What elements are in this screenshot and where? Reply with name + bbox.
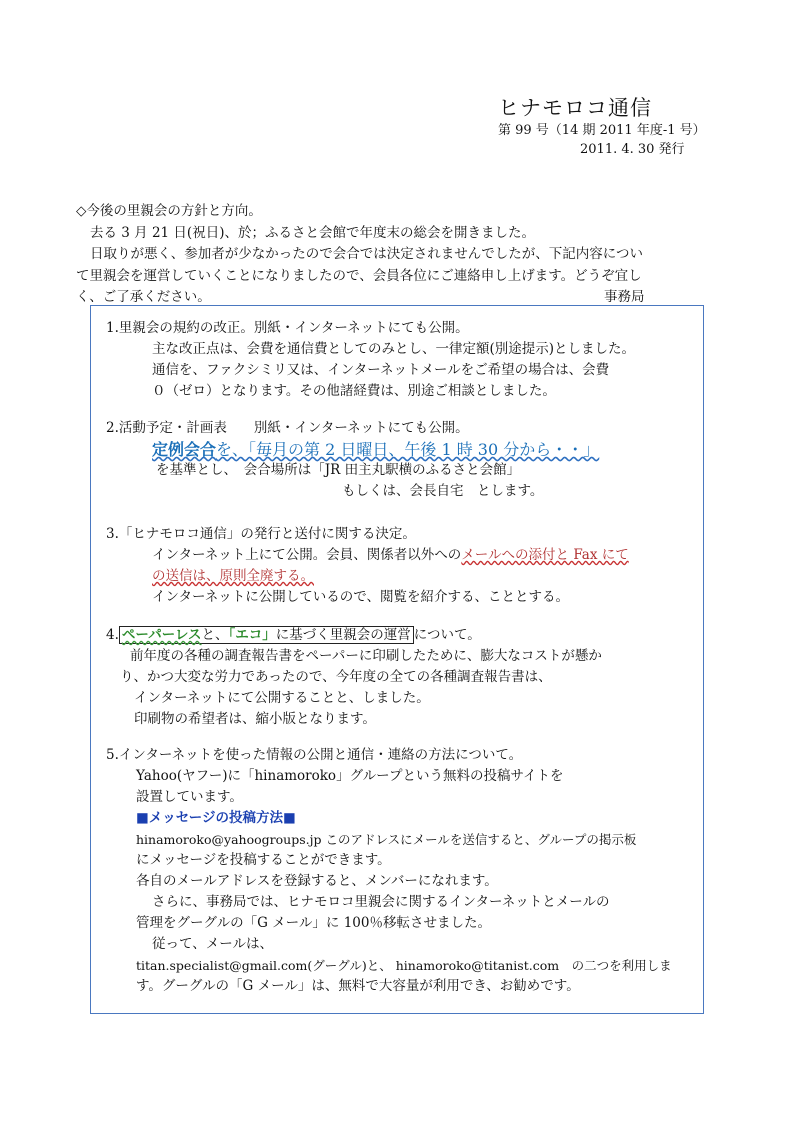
section-5-line-4: にメッセージを投稿することができます。: [136, 852, 391, 868]
section-2-heading: 2.活動予定・計画表 別紙・インターネットにても公開。: [106, 420, 469, 436]
issue-number: 第 99 号（14 期 2011 年度-1 号）: [498, 123, 706, 138]
section-4-line-2: り、かつ大変な労力であったので、今年度の全ての各種調査報告書は、: [120, 669, 552, 685]
section-3-line-3: インターネットに公開しているので、閲覧を紹介する、こととする。: [152, 589, 570, 605]
section-5-line-9: titan.specialist@gmail.com(グーグル)と、 hinamoroko@titanist.com の二つを利用しま: [136, 958, 672, 973]
section-3-heading: 3.「ヒナモロコ通信」の発行と送付に関する決定。: [106, 526, 416, 542]
section-5-line-1: Yahoo(ヤフー)に「hinamoroko」グループという無料の投稿サイトを: [136, 768, 564, 784]
section-1-line-2: 通信を、ファクシミリ又は、インターネットメールをご希望の場合は、会費: [152, 362, 610, 378]
intro-paragraph-1: 去る 3 月 21 日(祝日)、於；ふるさと会館で年度末の総会を開きました。: [90, 224, 535, 241]
section-1-heading: 1.里親会の規約の改正。別紙・インターネットにても公開。: [106, 320, 469, 336]
section-2: [106, 418, 599, 502]
section-2-line-2: を基準とし、 会合場所は「JR 田主丸駅横のふるさと会館」: [156, 462, 521, 478]
intro-heading: ◇今後の里親会の方針と方向。: [76, 203, 262, 219]
section-5-line-3: hinamoroko@yahoogroups.jp このアドレスにメールを送信すると、グループの掲示板: [136, 832, 637, 847]
section-5-line-7: 管理をグーグルの「G メール」に 100％移転させました。: [136, 915, 491, 931]
issue-date: 2011. 4. 30 発行: [580, 142, 685, 157]
section-4-boxed-phrase: [119, 626, 414, 644]
intro-paragraph-2b: て里親会を運営していくことになりましたので、会員各位にご連絡申し上げます。どうぞ宜し: [76, 267, 642, 284]
section-5-line-2: 設置しています。: [136, 789, 243, 805]
section-4-line-1: 前年度の各種の調査報告書をペーパーに印刷したために、膨大なコストが懸か: [130, 648, 602, 664]
section-4-management: に基づく里親会の運営: [275, 627, 411, 643]
section-2-line-3: もしくは、会長自宅 とします。: [342, 483, 544, 499]
regular-meeting-schedule: を、「毎月の第 2 日曜日、午後 1 時 30 分から・・」: [216, 440, 600, 459]
section-1: [106, 318, 635, 402]
section-3: [106, 524, 629, 608]
paperless-label: ペーパーレス: [121, 627, 202, 643]
newsletter-title: ヒナモロコ通信: [498, 96, 652, 120]
section-4-line-4: 印刷物の希望者は、縮小版となります。: [134, 711, 376, 727]
section-5-line-10: す。グーグルの「G メール」は、無料で大容量が利用でき、お勧めです。: [136, 978, 580, 994]
section-4-suffix: について。: [413, 627, 481, 643]
section-4-number: 4.: [106, 627, 119, 643]
intro-section: [76, 201, 721, 309]
section-5-line-5: 各自のメールアドレスを登録すると、メンバーになれます。: [136, 873, 498, 889]
regular-meeting-label: 定例会合: [152, 440, 217, 459]
section-5-line-8: 従って、メールは、: [152, 936, 273, 952]
section-5: [106, 745, 672, 997]
section-4: [106, 625, 602, 730]
section-3-line-1b: メールへの添付と Fax にて: [461, 547, 629, 563]
eco-label: 「エコ」: [228, 627, 276, 643]
posting-method-heading: ■メッセージの投稿方法■: [136, 810, 296, 826]
section-1-line-1: 主な改正点は、会費を通信費としてのみとし、一律定額(別途提示)としました。: [152, 341, 636, 357]
section-3-line-1: [152, 545, 629, 566]
section-3-line-2: の送信は、原則全廃する。: [152, 568, 314, 584]
section-3-line-1a: インターネット上にて公開。会員、関係者以外への: [152, 547, 462, 563]
section-5-line-6: さらに、事務局では、ヒナモロコ里親会に関するインターネットとメールの: [152, 894, 610, 910]
intro-paragraph-2a: 日取りが悪く、参加者が少なかったので会合では決定されませんでしたが、下記内容につい: [90, 246, 643, 262]
section-5-heading: 5.インターネットを使った情報の公開と通信・連絡の方法について。: [106, 747, 523, 763]
section-1-line-3: ０（ゼロ）となります。その他諸経費は、別途ご相談としました。: [152, 383, 556, 399]
section-2-emphasis: [152, 439, 599, 460]
section-4-line-3: インターネットにて公開することと、しました。: [134, 690, 430, 706]
intro-paragraph-2c: く、ご了承ください。: [76, 289, 211, 305]
section-4-joiner: と、: [201, 627, 229, 643]
office-signature: 事務局: [604, 289, 645, 305]
section-4-heading: [106, 625, 602, 646]
